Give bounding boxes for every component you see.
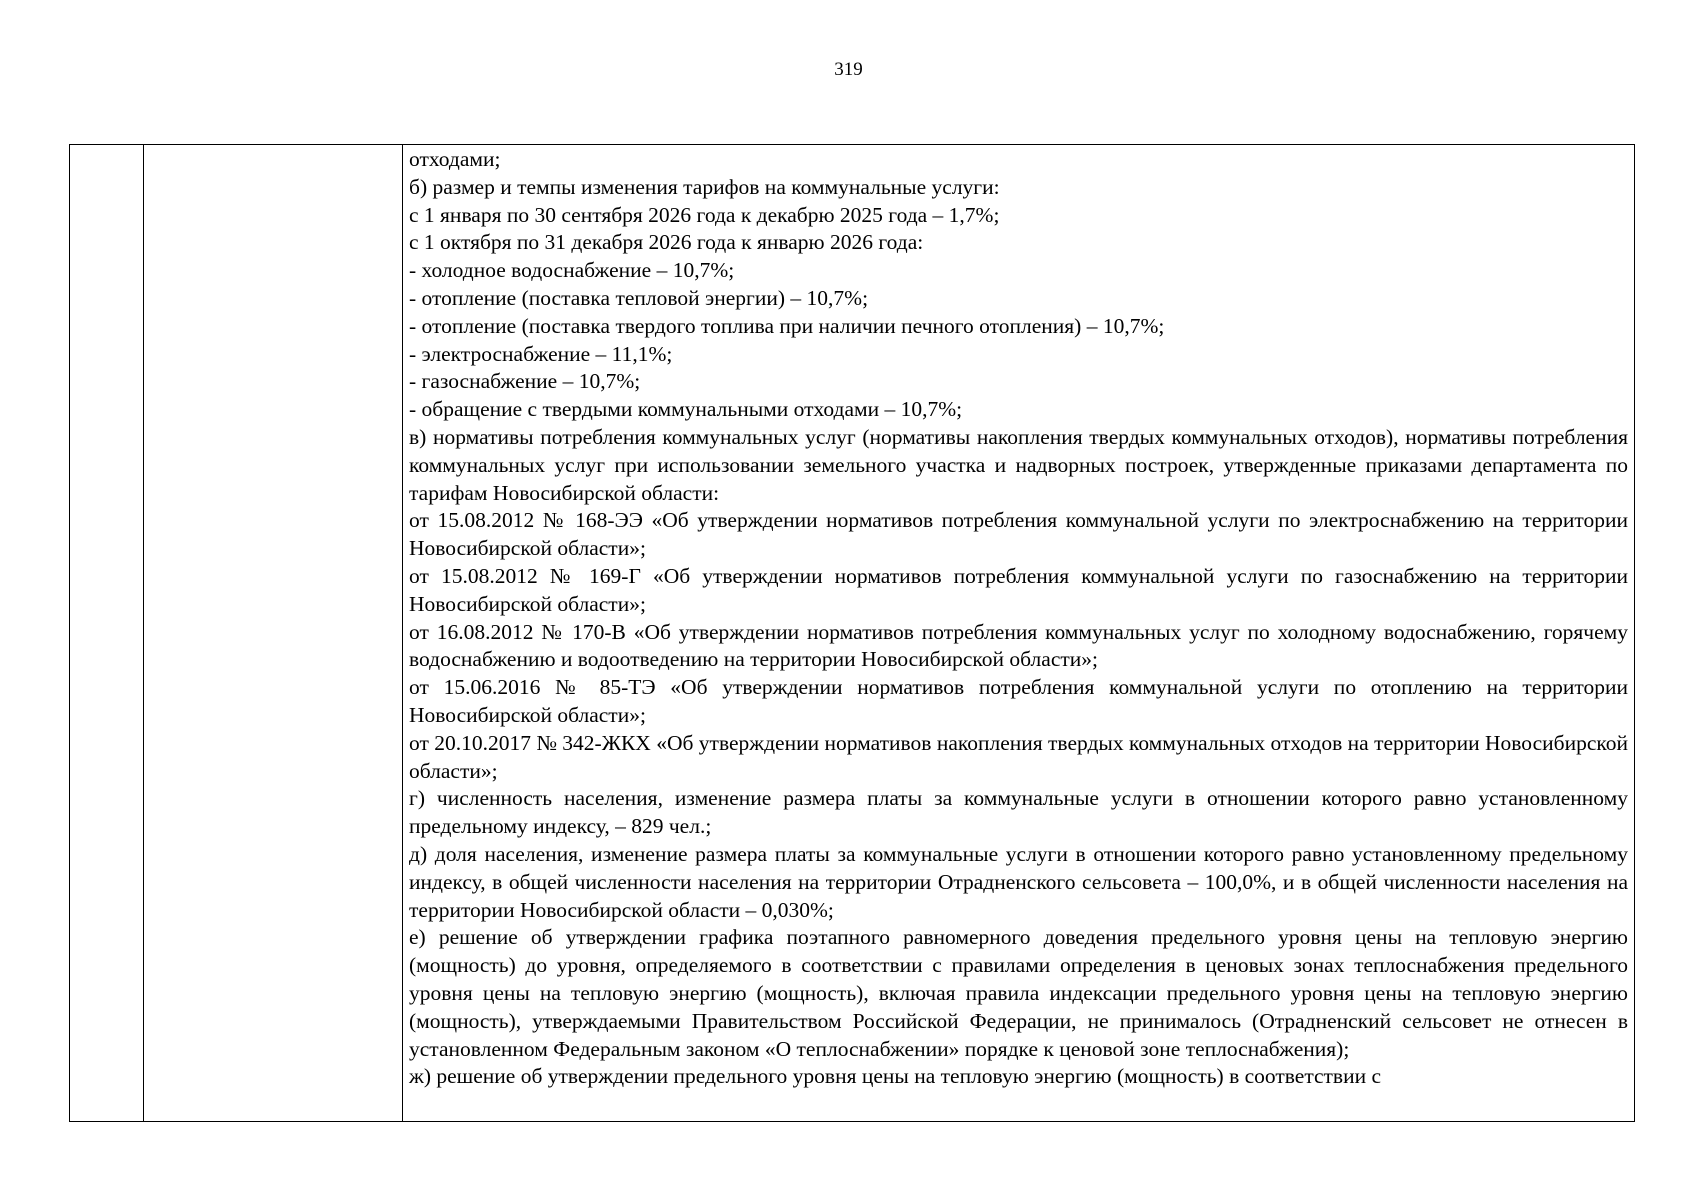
text-line: - обращение с твердыми коммунальными отходами – 10,7%; — [409, 397, 963, 422]
table-cell-number — [70, 145, 144, 1122]
paragraph-order-342: от 20.10.2017 № 342-ЖКХ «Об утверждении нормативов накопления твердых коммунальных отходов на территории Новосибирской области»; — [409, 730, 1628, 783]
text-line: - электроснабжение – 11,1%; — [409, 341, 673, 366]
text-line: отходами; — [409, 147, 501, 171]
paragraph-item-e: е) решение об утверждении графика поэтапного равномерного доведения предельного уровня цены на тепловую энергию (мощность) до уровня, определяемого в соответствии с правилами определения в ценовых зонах теплоснабжения предельного уровня цены на тепловую энергию (мощность), включая правила индексации предельного уровня цены на тепловую энергию (мощность), утверждаемыми Правительством Российской Федерации, не принималось (Отрадненский сельсовет не отнесен в установленном Федеральным законом «О теплоснабжении» порядке к ценовой зоне теплоснабжения); — [409, 925, 1628, 1061]
text-line: с 1 октября по 31 декабря 2026 года к январю 2026 года: — [409, 230, 924, 255]
table-cell-name — [144, 145, 403, 1122]
text-line: - отопление (поставка твердого топлива при наличии печного отопления) – 10,7%; — [409, 313, 1165, 338]
text-line: - газоснабжение – 10,7%; — [409, 369, 641, 394]
paragraph-item-g: г) численность населения, изменение размера платы за коммунальные услуги в отношении которого равно установленному предельному индексу, – 829 чел.; — [409, 786, 1628, 839]
text-line: - отопление (поставка тепловой энергии) – 10,7%; — [409, 285, 869, 310]
paragraph-item-zh: ж) решение об утверждении предельного уровня цены на тепловую энергию (мощность) в соответствии с — [409, 1064, 1382, 1089]
paragraph-order-169: от 15.08.2012 № 169-Г «Об утверждении нормативов потребления коммунальной услуги по газоснабжению на территории Новосибирской области»; — [409, 563, 1628, 616]
text-line: с 1 января по 30 сентября 2026 года к декабрю 2025 года – 1,7%; — [409, 202, 1000, 227]
text-line: б) размер и темпы изменения тарифов на коммунальные услуги: — [409, 174, 1000, 199]
table-row — [70, 145, 1635, 1122]
paragraph-item-d: д) доля населения, изменение размера платы за коммунальные услуги в отношении которого равно установленному предельному индексу, в общей численности населения на территории Отрадненского сельсовета – 100,0%, и в общей численности населения на территории Новосибирской области – 0,030%; — [409, 841, 1628, 922]
paragraph-item-v: в) нормативы потребления коммунальных услуг (нормативы накопления твердых коммунальных отходов), нормативы потребления коммунальных услуг при использовании земельного участка и надворных построек, утвержденные приказами департамента по тарифам Новосибирской области: — [409, 424, 1628, 505]
paragraph-order-168: от 15.08.2012 № 168-ЭЭ «Об утверждении нормативов потребления коммунальной услуги по электроснабжению на территории Новосибирской области»; — [409, 508, 1628, 561]
cell-text-block — [403, 145, 1634, 1121]
table-cell-content — [403, 145, 1635, 1122]
paragraph-order-170: от 16.08.2012 № 170-В «Об утверждении нормативов потребления коммунальных услуг по холодному водоснабжению, горячему водоснабжению и водоотведению на территории Новосибирской области»; — [409, 619, 1628, 672]
document-table — [69, 144, 1635, 1122]
page-number: 319 — [834, 59, 863, 80]
paragraph-order-85: от 15.06.2016 № 85-ТЭ «Об утверждении нормативов потребления коммунальной услуги по отоплению на территории Новосибирской области»; — [409, 675, 1628, 727]
text-line: - холодное водоснабжение – 10,7%; — [409, 258, 735, 283]
